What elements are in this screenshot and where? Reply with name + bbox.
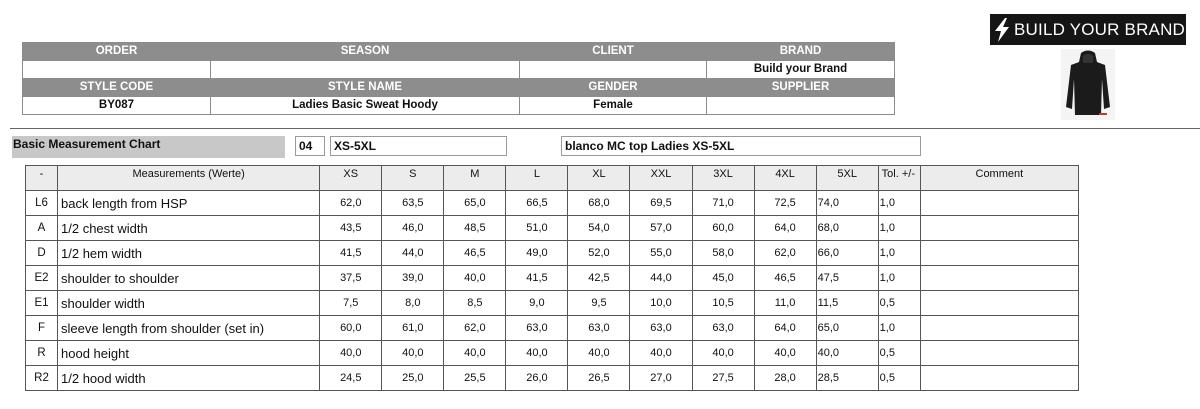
size-value: 62,0 (754, 241, 816, 266)
size-value: 24,5 (320, 366, 382, 391)
measurement-table (25, 165, 1079, 391)
size-value: 60,0 (320, 316, 382, 341)
size-value: 54,0 (568, 216, 630, 241)
info-value-row (23, 61, 895, 79)
size-s-header: S (382, 166, 444, 191)
size-value: 41,5 (506, 266, 568, 291)
measurement-name: back length from HSP (58, 191, 320, 216)
tolerance-value: 0,5 (878, 341, 920, 366)
size-value: 46,5 (754, 266, 816, 291)
size-value: 65,0 (816, 316, 878, 341)
product-photo (1061, 49, 1115, 120)
size-value: 40,0 (816, 341, 878, 366)
table-row (26, 316, 1079, 341)
comment-cell (920, 216, 1078, 241)
style-name-value: Ladies Basic Sweat Hoody (211, 97, 520, 115)
table-row (26, 366, 1079, 391)
comment-cell (920, 341, 1078, 366)
gender-label: GENDER (520, 79, 707, 97)
size-value: 68,0 (816, 216, 878, 241)
style-code-value: BY087 (23, 97, 211, 115)
info-header-row (23, 79, 895, 97)
size-range: XS-5XL (330, 136, 507, 156)
comment-cell (920, 241, 1078, 266)
order-label: ORDER (23, 43, 211, 61)
size-value: 66,0 (816, 241, 878, 266)
size-l-header: L (506, 166, 568, 191)
measurement-name: shoulder width (58, 291, 320, 316)
size-value: 37,5 (320, 266, 382, 291)
measurement-name: hood height (58, 341, 320, 366)
size-value: 41,5 (320, 241, 382, 266)
size-5xl-header: 5XL (816, 166, 878, 191)
lightning-bolt-icon (990, 14, 1014, 45)
size-value: 57,0 (630, 216, 692, 241)
size-value: 74,0 (816, 191, 878, 216)
size-value: 51,0 (506, 216, 568, 241)
brand-logo (990, 14, 1186, 45)
size-value: 28,5 (816, 366, 878, 391)
size-value: 62,0 (320, 191, 382, 216)
order-value (23, 61, 211, 79)
order-info-table (22, 42, 895, 115)
size-value: 9,5 (568, 291, 630, 316)
size-value: 11,5 (816, 291, 878, 316)
chart-note: blanco MC top Ladies XS-5XL (561, 136, 921, 156)
measurement-code: R2 (26, 366, 58, 391)
tolerance-value: 1,0 (878, 191, 920, 216)
size-value: 55,0 (630, 241, 692, 266)
size-value: 40,0 (630, 341, 692, 366)
size-value: 40,0 (320, 341, 382, 366)
size-value: 44,0 (630, 266, 692, 291)
table-row (26, 266, 1079, 291)
supplier-label: SUPPLIER (707, 79, 895, 97)
tolerance-value: 1,0 (878, 241, 920, 266)
tolerance-header: Tol. +/- (878, 166, 920, 191)
size-4xl-header: 4XL (754, 166, 816, 191)
size-value: 26,5 (568, 366, 630, 391)
size-value: 63,0 (692, 316, 754, 341)
client-label: CLIENT (520, 43, 707, 61)
table-row (26, 341, 1079, 366)
size-value: 46,0 (382, 216, 444, 241)
size-value: 8,0 (382, 291, 444, 316)
size-value: 40,0 (692, 341, 754, 366)
measurement-name: 1/2 hem width (58, 241, 320, 266)
tolerance-value: 0,5 (878, 291, 920, 316)
size-value: 68,0 (568, 191, 630, 216)
size-value: 48,5 (444, 216, 506, 241)
size-value: 63,0 (630, 316, 692, 341)
brand-label: BRAND (707, 43, 895, 61)
client-value (520, 61, 707, 79)
size-value: 9,0 (506, 291, 568, 316)
season-value (211, 61, 520, 79)
size-value: 61,0 (382, 316, 444, 341)
size-m-header: M (444, 166, 506, 191)
size-value: 10,0 (630, 291, 692, 316)
measurement-code: E2 (26, 266, 58, 291)
comment-cell (920, 316, 1078, 341)
size-value: 63,0 (506, 316, 568, 341)
measurement-code: R (26, 341, 58, 366)
brand-value: Build your Brand (707, 61, 895, 79)
style-code-label: STYLE CODE (23, 79, 211, 97)
size-value: 65,0 (444, 191, 506, 216)
size-value: 40,0 (444, 266, 506, 291)
tolerance-value: 1,0 (878, 316, 920, 341)
size-value: 26,0 (506, 366, 568, 391)
size-value: 7,5 (320, 291, 382, 316)
size-xl-header: XL (568, 166, 630, 191)
size-value: 64,0 (754, 316, 816, 341)
size-value: 58,0 (692, 241, 754, 266)
size-value: 28,0 (754, 366, 816, 391)
measurement-name: sleeve length from shoulder (set in) (58, 316, 320, 341)
size-value: 66,5 (506, 191, 568, 216)
measurement-code: A (26, 216, 58, 241)
size-value: 64,0 (754, 216, 816, 241)
table-row (26, 291, 1079, 316)
size-value: 11,0 (754, 291, 816, 316)
measurement-name: shoulder to shoulder (58, 266, 320, 291)
code-column-header: - (26, 166, 58, 191)
size-value: 46,5 (444, 241, 506, 266)
tolerance-value: 1,0 (878, 216, 920, 241)
comment-cell (920, 291, 1078, 316)
size-value: 44,0 (382, 241, 444, 266)
size-value: 40,0 (506, 341, 568, 366)
size-value: 47,5 (816, 266, 878, 291)
size-value: 25,5 (444, 366, 506, 391)
measurement-code: D (26, 241, 58, 266)
table-row (26, 241, 1079, 266)
size-value: 60,0 (692, 216, 754, 241)
size-value: 45,0 (692, 266, 754, 291)
size-value: 27,5 (692, 366, 754, 391)
size-value: 39,0 (382, 266, 444, 291)
measurement-column-header: Measurements (Werte) (58, 166, 320, 191)
size-value: 40,0 (568, 341, 630, 366)
table-row (26, 191, 1079, 216)
chart-title: Basic Measurement Chart (12, 136, 285, 158)
gender-value: Female (520, 97, 707, 115)
comment-cell (920, 366, 1078, 391)
tolerance-value: 1,0 (878, 266, 920, 291)
size-value: 49,0 (506, 241, 568, 266)
measurement-code: E1 (26, 291, 58, 316)
chart-number: 04 (295, 136, 325, 156)
size-value: 52,0 (568, 241, 630, 266)
size-value: 62,0 (444, 316, 506, 341)
size-value: 10,5 (692, 291, 754, 316)
season-label: SEASON (211, 43, 520, 61)
size-value: 42,5 (568, 266, 630, 291)
size-xxl-header: XXL (630, 166, 692, 191)
size-value: 63,5 (382, 191, 444, 216)
measurement-header-row (26, 166, 1079, 191)
size-3xl-header: 3XL (692, 166, 754, 191)
measurement-code: F (26, 316, 58, 341)
style-name-label: STYLE NAME (211, 79, 520, 97)
size-value: 27,0 (630, 366, 692, 391)
measurement-name: 1/2 hood width (58, 366, 320, 391)
size-value: 63,0 (568, 316, 630, 341)
comment-header: Comment (920, 166, 1078, 191)
size-value: 40,0 (382, 341, 444, 366)
size-value: 69,5 (630, 191, 692, 216)
comment-cell (920, 191, 1078, 216)
size-xs-header: XS (320, 166, 382, 191)
supplier-value (707, 97, 895, 115)
size-value: 40,0 (754, 341, 816, 366)
size-value: 72,5 (754, 191, 816, 216)
size-value: 43,5 (320, 216, 382, 241)
section-divider (10, 128, 1200, 129)
measurement-code: L6 (26, 191, 58, 216)
size-value: 8,5 (444, 291, 506, 316)
info-header-row (23, 43, 895, 61)
info-value-row (23, 97, 895, 115)
size-value: 71,0 (692, 191, 754, 216)
size-value: 40,0 (444, 341, 506, 366)
measurement-name: 1/2 chest width (58, 216, 320, 241)
tolerance-value: 0,5 (878, 366, 920, 391)
logo-text: BUILD YOUR BRAND (1014, 19, 1186, 39)
comment-cell (920, 266, 1078, 291)
size-value: 25,0 (382, 366, 444, 391)
table-row (26, 216, 1079, 241)
